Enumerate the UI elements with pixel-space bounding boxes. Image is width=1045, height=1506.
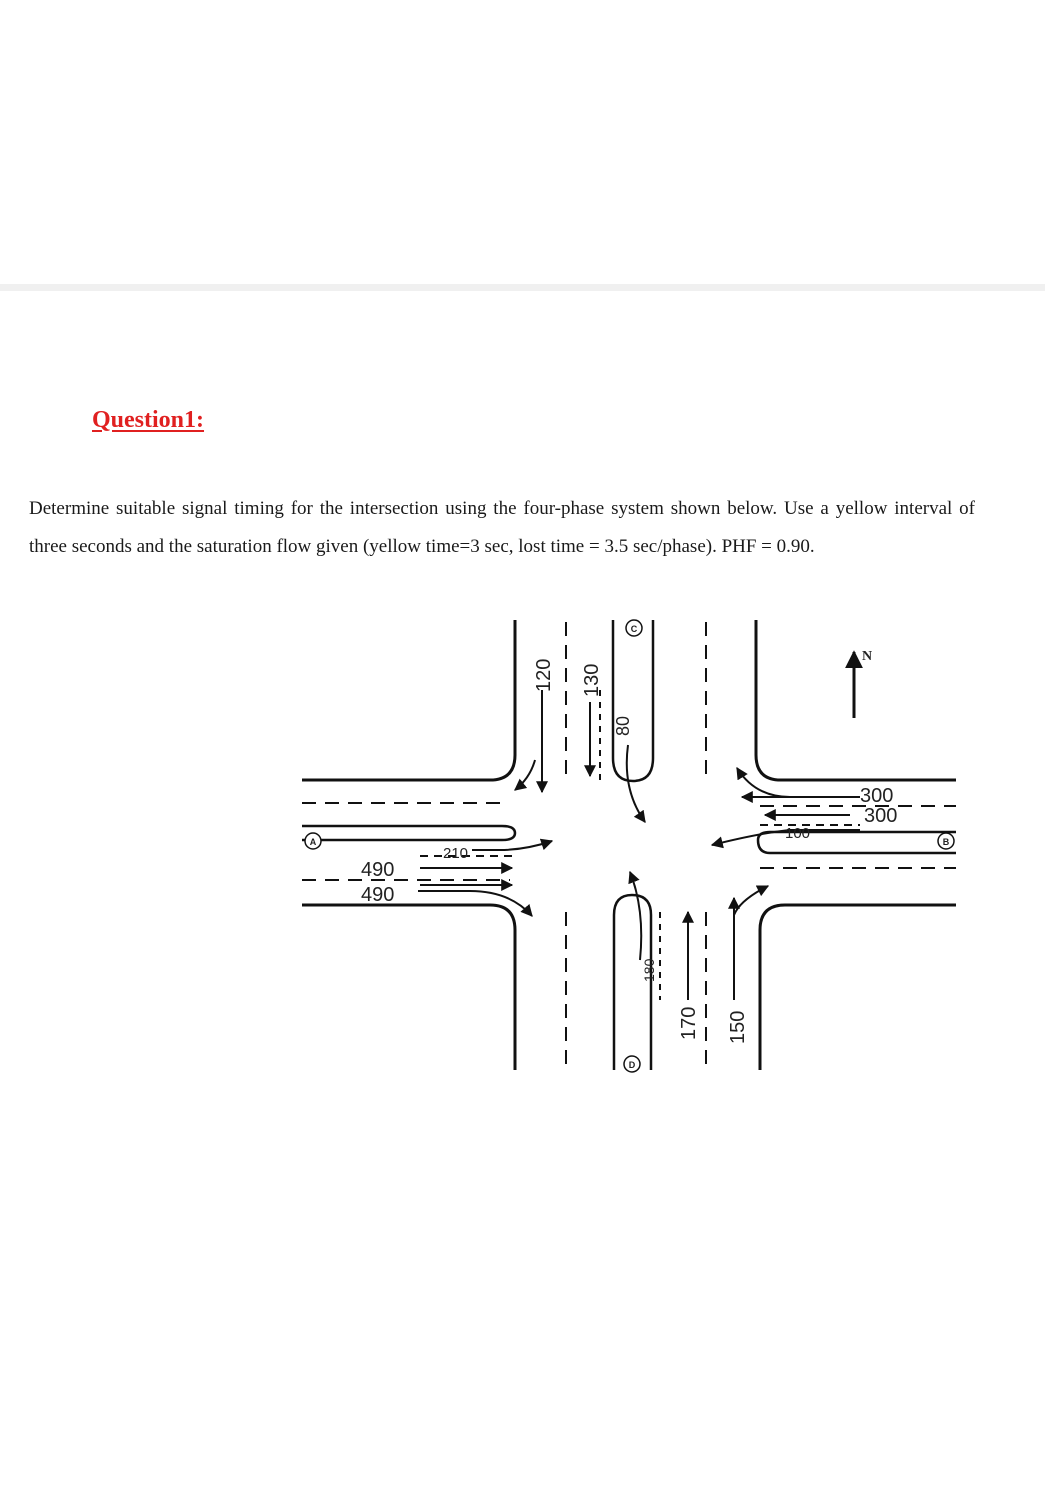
volume-a-through-2: 490 xyxy=(361,884,395,906)
volume-b-through-2: 300 xyxy=(864,805,898,827)
volume-c-left: 80 xyxy=(613,715,633,736)
b-through-arrow-2 xyxy=(737,768,860,797)
volume-c-through: 130 xyxy=(581,663,603,697)
d-right-arrow xyxy=(734,886,768,1000)
question-title: Question1: xyxy=(92,407,205,433)
approach-a-label: A xyxy=(309,837,317,847)
volume-a-left: 210 xyxy=(443,845,469,862)
lane-lines xyxy=(302,622,956,1070)
volume-b-through-1: 300 xyxy=(860,785,894,807)
north-label: N xyxy=(862,649,873,664)
volume-d-left: 180 xyxy=(641,958,657,982)
north-indicator xyxy=(854,649,872,718)
approach-d-label: D xyxy=(628,1060,636,1070)
approach-c-label: C xyxy=(630,624,638,634)
a-left-arrow xyxy=(472,841,552,850)
c-left-arrow xyxy=(627,745,645,822)
volume-d-right: 150 xyxy=(727,1010,749,1044)
flow-arrows xyxy=(418,690,860,1000)
curb-nw xyxy=(302,620,515,780)
approach-markers xyxy=(305,620,954,1072)
volume-d-through: 170 xyxy=(678,1006,700,1040)
curb-ne xyxy=(756,620,956,780)
median-north xyxy=(613,620,653,781)
volume-b-left: 100 xyxy=(785,825,811,842)
curb-se xyxy=(760,905,956,1070)
approach-b-label: B xyxy=(942,837,950,847)
medians xyxy=(302,620,956,1070)
question-body: Determine suitable signal timing for the intersection using the four-phase system shown below. Use a yellow interval of three seconds and the saturation flow given (yellow time=3 sec, lost time = 3.5 sec/phase). PHF = 0.90. xyxy=(29,498,975,557)
d-left-arrow xyxy=(630,872,641,960)
curb-sw xyxy=(302,905,515,1070)
volume-c-right: 120 xyxy=(533,658,555,692)
volume-a-through-1: 490 xyxy=(361,859,395,881)
road-edges xyxy=(302,620,956,1070)
median-west xyxy=(302,826,515,840)
volume-labels xyxy=(361,659,897,1044)
